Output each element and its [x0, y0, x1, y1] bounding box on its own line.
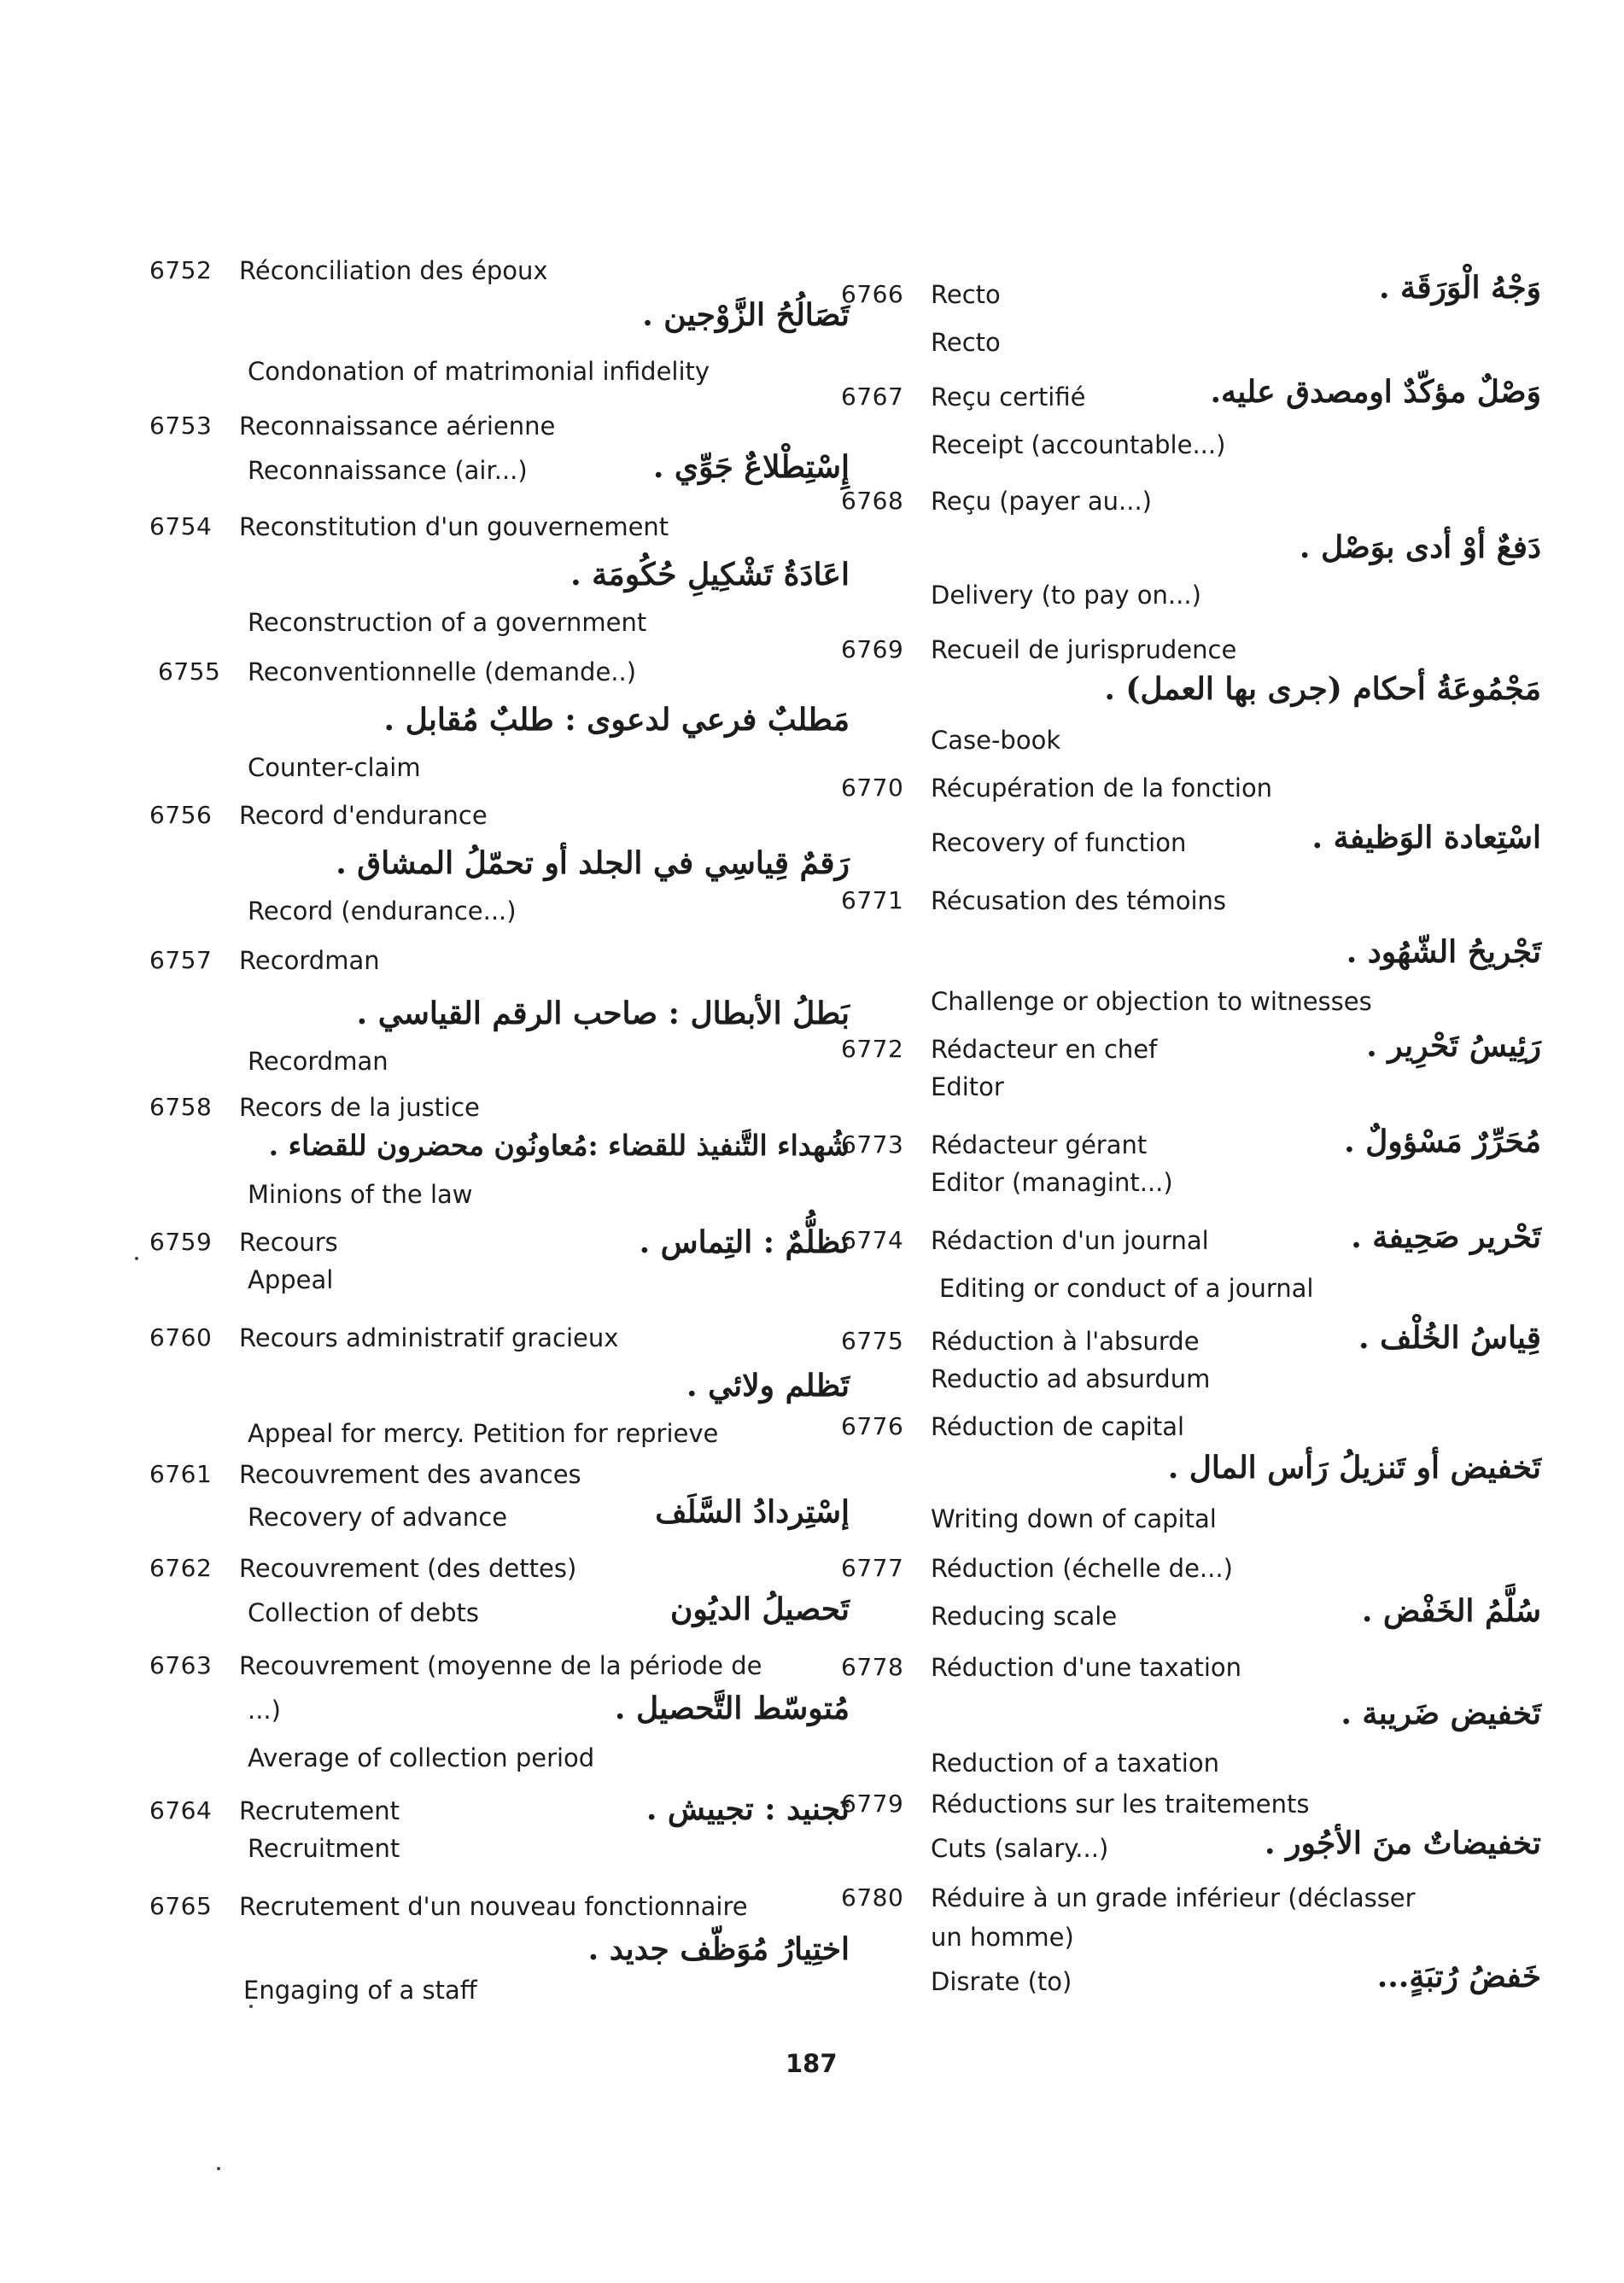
- entry-french: Recrutement d'un nouveau fonctionnaire: [239, 1892, 748, 1921]
- scan-speck: [217, 2167, 220, 2170]
- entry-english: Condonation of matrimonial infidelity: [248, 357, 710, 386]
- entry-number: 6754: [149, 512, 213, 540]
- entry-arabic: تَصَالُحُ الزَّوْجين .: [642, 297, 850, 333]
- entry-arabic: رَقمٌ قِياسِي في الجلد أو تحمّلُ المشاق .: [336, 845, 850, 881]
- entry-number: 6757: [149, 946, 213, 974]
- entry-french: Recordman: [239, 946, 380, 975]
- entry-english: Writing down of capital: [931, 1504, 1217, 1533]
- entry-english: Appeal: [248, 1265, 334, 1294]
- entry-english: Reduction of a taxation: [931, 1749, 1219, 1778]
- entry-french: Record d'endurance: [239, 801, 488, 830]
- entry-number: 6760: [149, 1323, 213, 1352]
- entry-arabic: شُهداء التَّنفيذ للقضاء :مُعاونُون محضرون للقضاء .: [268, 1129, 850, 1162]
- entry-english: Recovery of advance: [248, 1503, 508, 1532]
- entry-arabic: تَحصيلُ الديُون: [669, 1591, 850, 1627]
- entry-french: Réduction (échelle de...): [931, 1554, 1233, 1583]
- entry-english: Receipt (accountable...): [931, 430, 1226, 459]
- entry-french: Reconstitution d'un gouvernement: [239, 512, 669, 541]
- entry-number: 6777: [841, 1554, 904, 1582]
- entry-english: Recto: [931, 328, 1001, 357]
- entry-arabic: تَخفيض أو تَنزيلُ رَأس المال .: [1167, 1450, 1541, 1486]
- entry-number: 6780: [841, 1883, 904, 1912]
- entry-french: Réductions sur les traitements: [931, 1790, 1310, 1819]
- entry-number: 6762: [149, 1554, 213, 1582]
- entry-arabic: اعَادَةُ تَشْكِيلِ حُكُومَة .: [570, 557, 850, 593]
- entry-arabic: تخفيضاتٌ منَ الأجُور .: [1265, 1825, 1541, 1861]
- entry-number: 6752: [149, 256, 213, 284]
- entry-arabic: وَجْهُ الْوَرَقَة .: [1378, 270, 1541, 306]
- entry-number: 6772: [841, 1035, 904, 1063]
- entry-arabic: مَطلبٌ فرعي لدعوى : طلبٌ مُقابل .: [383, 702, 850, 738]
- entry-arabic: اسْتِعادة الوَظيفة .: [1311, 820, 1541, 855]
- entry-arabic: تَجْريحُ الشّهُود .: [1346, 934, 1541, 970]
- entry-number: 6765: [149, 1892, 213, 1920]
- entry-english: Average of collection period: [248, 1743, 595, 1772]
- entry-english: Record (endurance...): [248, 896, 517, 925]
- entry-number: 6770: [841, 774, 904, 802]
- entry-arabic: رَئِيسُ تَحْرِير .: [1366, 1028, 1541, 1064]
- entry-french: Recto: [931, 280, 1001, 309]
- entry-french: Réduire à un grade inférieur (déclasser: [931, 1883, 1416, 1912]
- entry-french: Rédacteur gérant: [931, 1130, 1148, 1159]
- scan-speck: [249, 2005, 253, 2008]
- entry-french: Récusation des témoins: [931, 886, 1226, 915]
- entry-french: Réduction de capital: [931, 1412, 1185, 1441]
- entry-arabic: وَصْلٌ مؤكّدٌ اومصدق عليه.: [1210, 374, 1541, 410]
- entry-french: Reçu (payer au...): [931, 487, 1152, 516]
- entry-number: 6778: [841, 1653, 904, 1681]
- entry-arabic: تَظلم ولائي .: [686, 1368, 850, 1404]
- entry-number: 6776: [841, 1412, 904, 1440]
- entry-french: Réduction à l'absurde: [931, 1327, 1200, 1356]
- entry-arabic: سُلَّمُ الخَفْض .: [1361, 1593, 1541, 1629]
- entry-english: Reductio ad absurdum: [931, 1364, 1211, 1393]
- entry-number: 6758: [149, 1093, 213, 1121]
- entry-english: Disrate (to): [931, 1967, 1072, 1996]
- entry-french: Reconnaissance aérienne: [239, 412, 556, 441]
- entry-english: Delivery (to pay on...): [931, 581, 1201, 610]
- entry-french-continued: ...): [248, 1696, 281, 1725]
- entry-english: Challenge or objection to witnesses: [931, 987, 1372, 1016]
- entry-english: Recovery of function: [931, 828, 1187, 857]
- entry-arabic: إسْتِردادُ السَّلَف: [655, 1494, 850, 1530]
- entry-english: Counter-claim: [248, 753, 421, 782]
- entry-arabic: بَطلُ الأبطال : صاحب الرقم القياسي .: [356, 996, 850, 1031]
- entry-english: Collection of debts: [248, 1598, 479, 1627]
- entry-french: Recors de la justice: [239, 1093, 480, 1122]
- entry-english: Recruitment: [248, 1834, 400, 1863]
- scan-speck: [135, 1257, 138, 1260]
- entry-number: 6764: [149, 1796, 213, 1825]
- entry-arabic: مُحَرِّرٌ مَسْؤولٌ .: [1344, 1124, 1541, 1159]
- entry-english: Editor (managint...): [931, 1168, 1173, 1197]
- entry-arabic: تظلُّمٌ : التِماس .: [639, 1224, 850, 1260]
- entry-french: Recouvrement (des dettes): [239, 1554, 577, 1583]
- entry-french: Réconciliation des époux: [239, 256, 548, 285]
- entry-arabic: خَفضُ رُتبَةٍ...: [1376, 1959, 1541, 1994]
- entry-french: Reconventionnelle (demande..): [248, 657, 637, 686]
- entry-arabic: تَحْرير صَحِيفة .: [1351, 1219, 1541, 1255]
- entry-english: Reconnaissance (air...): [248, 456, 528, 485]
- entry-french: Reçu certifié: [931, 382, 1086, 412]
- entry-number: 6774: [841, 1226, 904, 1254]
- entry-number: 6779: [841, 1790, 904, 1818]
- entry-arabic: اختِيارُ مُوَظّف جديد .: [587, 1931, 850, 1967]
- entry-number: 6775: [841, 1327, 904, 1355]
- entry-english: Reconstruction of a government: [248, 608, 647, 637]
- entry-english: Reducing scale: [931, 1602, 1118, 1631]
- entry-english: Editor: [931, 1072, 1004, 1101]
- entry-french: Rédacteur en chef: [931, 1035, 1158, 1064]
- entry-english: Cuts (salary...): [931, 1834, 1109, 1863]
- entry-english: Case-book: [931, 726, 1061, 755]
- entry-english: Appeal for mercy. Petition for reprieve: [248, 1419, 719, 1448]
- entry-arabic: دَفعٌ أوْ أدى بوَصْل .: [1299, 529, 1541, 565]
- entry-number: 6761: [149, 1460, 213, 1488]
- entry-arabic: تَخفيض ضَريبة .: [1341, 1696, 1541, 1731]
- page-number: 187: [786, 2049, 838, 2078]
- entry-french: Recouvrement (moyenne de la période de: [239, 1651, 762, 1680]
- entry-english: Engaging of a staff: [243, 1976, 477, 2005]
- entry-number: 6767: [841, 382, 904, 411]
- entry-number: 6759: [149, 1228, 213, 1256]
- entry-arabic: إِسْتِطْلاعٌ جَوِّي .: [652, 449, 850, 485]
- entry-french: Recours administratif gracieux: [239, 1323, 619, 1352]
- entry-number: 6755: [158, 657, 221, 686]
- entry-number: 6773: [841, 1130, 904, 1159]
- entry-number: 6753: [149, 412, 213, 440]
- entry-number: 6771: [841, 886, 904, 914]
- entry-english: Recordman: [248, 1047, 388, 1076]
- entry-arabic: مَجْمُوعَةُ أحكام (جرى بها العمل) .: [1104, 671, 1541, 707]
- entry-arabic: مُتوسّط التَّحصيل .: [614, 1690, 850, 1726]
- entry-english: Minions of the law: [248, 1180, 473, 1209]
- entry-french: Recrutement: [239, 1796, 400, 1825]
- entry-french: Rédaction d'un journal: [931, 1226, 1209, 1255]
- entry-arabic: تَجنيد : تجييش .: [646, 1791, 850, 1827]
- entry-arabic: قِياسُ الخُلْف .: [1358, 1320, 1541, 1356]
- entry-french: Récupération de la fonction: [931, 774, 1273, 803]
- entry-number: 6768: [841, 487, 904, 515]
- entry-french: Réduction d'une taxation: [931, 1653, 1242, 1682]
- entry-french: Recouvrement des avances: [239, 1460, 581, 1489]
- entry-french: Recueil de jurisprudence: [931, 635, 1237, 664]
- entry-number: 6763: [149, 1651, 213, 1679]
- entry-french: Recours: [239, 1228, 338, 1257]
- entry-number: 6766: [841, 280, 904, 308]
- entry-french-continued: un homme): [931, 1923, 1074, 1952]
- entry-number: 6756: [149, 801, 213, 829]
- entry-number: 6769: [841, 635, 904, 663]
- entry-english: Editing or conduct of a journal: [939, 1274, 1314, 1303]
